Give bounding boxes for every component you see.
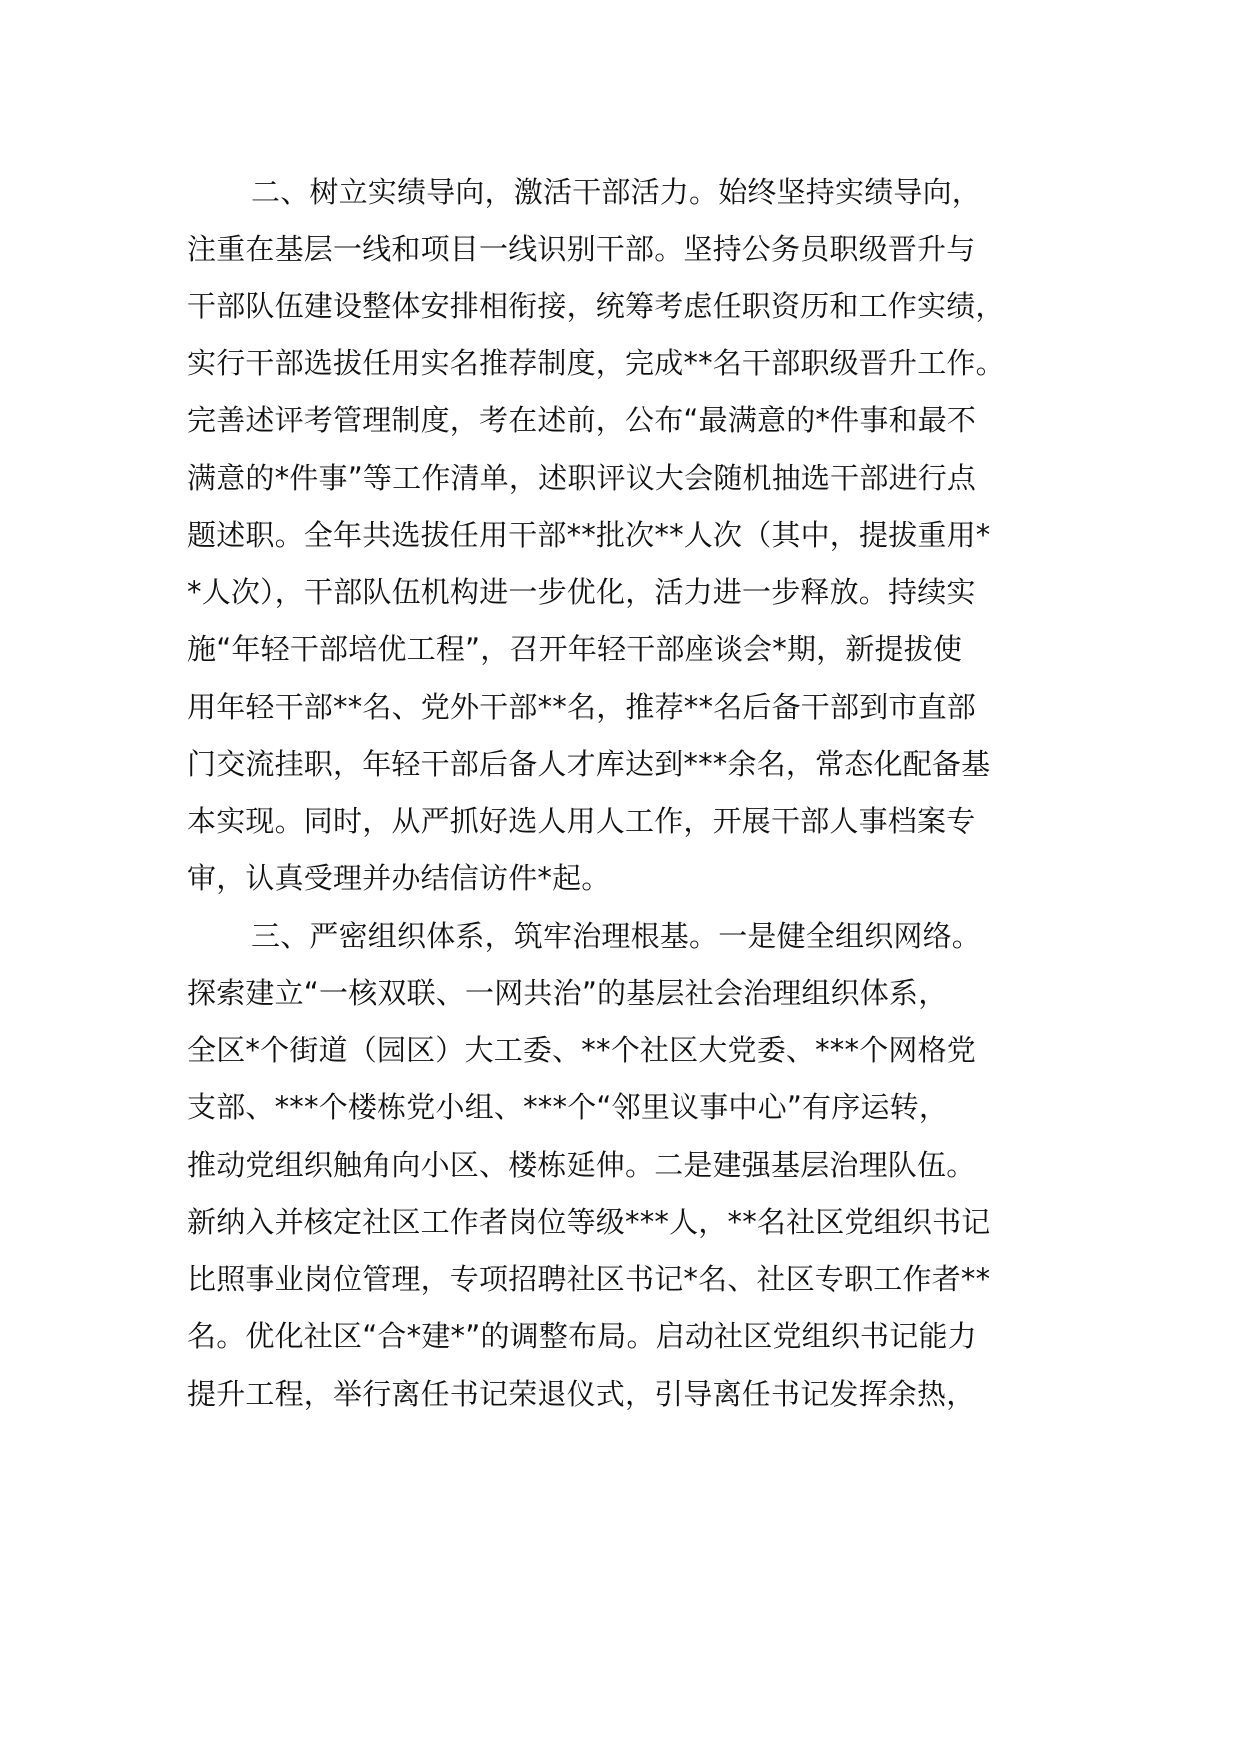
paragraph-2-line-3: 干部队伍建设整体安排相衔接，统筹考虑任职资历和工作实绩， xyxy=(187,289,1005,323)
paragraph-2-line-5: 完善述评考管理制度，考在述前，公布“最满意的*件事和最不 xyxy=(187,403,977,437)
paragraph-3-line-9: 提升工程，举行离任书记荣退仪式，引导离任书记发挥余热， xyxy=(187,1377,976,1411)
paragraph-3-line-5: 推动党组织触角向小区、楼栋延伸。二是建强基层治理队伍。 xyxy=(187,1148,976,1182)
paragraph-2-line-2: 注重在基层一线和项目一线识别干部。坚持公务员职级晋升与 xyxy=(187,232,976,266)
paragraph-2-line-13: 审，认真受理并办结信访件*起。 xyxy=(187,861,611,895)
paragraph-2-line-1: 二、树立实绩导向，激活干部活力。始终坚持实绩导向， xyxy=(251,175,982,209)
paragraph-2-line-10: 用年轻干部**名、党外干部**名，推荐**名后备干部到市直部 xyxy=(187,690,977,724)
paragraph-2-line-7: 题述职。全年共选拔任用干部**批次**人次（其中，提拔重用* xyxy=(187,518,991,552)
paragraph-2-line-4: 实行干部选拔任用实名推荐制度，完成**名干部职级晋升工作。 xyxy=(187,346,1005,380)
paragraph-2-line-12: 本实现。同时，从严抓好选人用人工作，开展干部人事档案专 xyxy=(187,804,976,838)
paragraph-2-line-8: *人次），干部队伍机构进一步优化，活力进一步释放。持续实 xyxy=(187,575,976,609)
paragraph-2-line-11: 门交流挂职，年轻干部后备人才库达到***余名，常态化配备基 xyxy=(187,747,991,781)
paragraph-3-line-3: 全区*个街道（园区）大工委、**个社区大党委、***个网格党 xyxy=(187,1033,977,1067)
paragraph-3-line-6: 新纳入并核定社区工作者岗位等级***人，**名社区党组织书记 xyxy=(187,1205,991,1239)
paragraph-3-line-7: 比照事业岗位管理，专项招聘社区书记*名、社区专职工作者** xyxy=(187,1262,991,1296)
paragraph-2-line-6: 满意的*件事”等工作清单，述职评议大会随机抽选干部进行点 xyxy=(187,461,977,495)
paragraph-3-line-4: 支部、***个楼栋党小组、***个“邻里议事中心”有序运转， xyxy=(187,1090,949,1124)
paragraph-3-line-1: 三、严密组织体系，筑牢治理根基。一是健全组织网络。 xyxy=(251,919,982,953)
paragraph-3-line-8: 名。优化社区“合*建*”的调整布局。启动社区党组织书记能力 xyxy=(187,1319,977,1353)
paragraph-2-line-9: 施“年轻干部培优工程”，召开年轻干部座谈会*期，新提拔使 xyxy=(187,632,963,666)
paragraph-3-line-2: 探索建立“一核双联、一网共治”的基层社会治理组织体系， xyxy=(187,976,948,1010)
